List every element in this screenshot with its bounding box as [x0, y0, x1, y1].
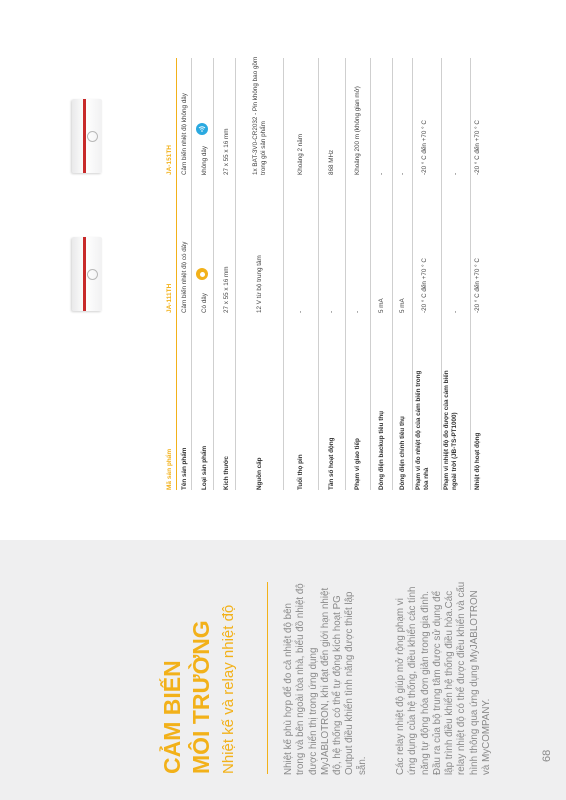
row-label-size: Kích thước — [223, 456, 230, 490]
table-row-divider — [283, 58, 284, 490]
product-code-wired: JA-111TH — [166, 283, 173, 313]
wired-frequency: - — [328, 310, 335, 313]
section-subtitle: Nhiệt kế và relay nhiệt độ — [220, 604, 237, 774]
wired-icon — [196, 268, 208, 280]
wireless-battery-life: Khoảng 2 năm — [297, 134, 304, 175]
row-label-main-current: Dòng điện chính tiêu thụ — [399, 416, 406, 490]
wireless-icon — [196, 123, 208, 135]
wireless-backup-current: - — [378, 172, 385, 175]
wired-size: 27 x 55 x 16 mm — [223, 266, 230, 313]
title-divider — [267, 582, 268, 774]
wired-operating-temp: -20 ° C đến +70 ° C — [474, 258, 481, 313]
wired-indoor-range: -20 ° C đến +70 ° C — [421, 258, 428, 313]
wireless-outdoor-range: - — [452, 172, 459, 175]
table-row-divider — [235, 58, 236, 490]
wireless-name: Cảm biến nhiệt độ không dây — [181, 93, 188, 175]
wireless-range: Khoảng 200 m (không gian mở) — [354, 86, 361, 175]
product-code-wireless: JA-151TH — [166, 145, 173, 175]
table-header-label: Mã sản phẩm — [166, 448, 173, 490]
row-label-power: Nguồn cấp — [256, 457, 263, 490]
intro-paragraph: Nhiệt kế phù hợp để đo cả nhiệt độ bên trong và bên ngoài tòa nhà, biểu đồ nhiệt độ được hiển thị trong ứng dụng MyJABLOTRON, khi đạt đến giới hạn nhiệt độ, hệ thống có thể tự động kích hoạt PG Output điều khiển tình năng được thiết lập sẵn. — [283, 583, 368, 775]
wireless-operating-temp: -20 ° C đến +70 ° C — [474, 120, 481, 175]
section-title-line2: MÔI TRƯỜNG — [188, 620, 214, 774]
table-row-divider — [392, 58, 393, 490]
table-row-divider — [470, 58, 471, 490]
table-header-divider — [176, 58, 177, 490]
product-red-stripe — [83, 237, 86, 311]
row-label-range: Phạm vi giao tiếp — [354, 438, 361, 490]
table-row-divider — [213, 58, 214, 490]
table-row-divider — [191, 58, 192, 490]
wireless-indoor-range: -20 ° C đến +70 ° C — [421, 120, 428, 175]
table-row-divider — [345, 58, 346, 490]
row-label-backup-current: Dòng điện backup tiêu thụ — [378, 410, 385, 490]
wired-outdoor-range: - — [452, 310, 459, 313]
table-row-divider — [318, 58, 319, 490]
wireless-type: không dây — [201, 145, 208, 175]
page-number: 68 — [541, 749, 553, 762]
table-row-divider — [370, 58, 371, 490]
wired-backup-current: 5 mA — [378, 298, 385, 313]
wireless-main-current: - — [399, 172, 406, 175]
row-label-frequency: Tần số hoạt động — [328, 437, 335, 490]
row-label-type: Loại sản phẩm — [201, 445, 208, 490]
wired-battery-life: - — [297, 310, 304, 313]
brand-logo-icon — [87, 131, 98, 142]
section-title-line1: CẢM BIẾN — [159, 660, 185, 774]
row-label-indoor-range: Phạm vi đo nhiệt độ của cảm biến trong tòa nhà — [415, 370, 430, 490]
product-image-wireless — [72, 99, 102, 173]
wired-range: - — [354, 310, 361, 313]
row-label-outdoor-range: Phạm vi nhiệt độ đo được của cảm biến ngoài trời (JB-TS-PT1000) — [443, 370, 458, 490]
wired-name: Cảm biến nhiệt độ có dây — [181, 241, 188, 313]
wired-power: 12 V từ bộ trung tâm — [256, 255, 263, 313]
wired-main-current: 5 mA — [399, 298, 406, 313]
table-row-divider — [412, 58, 413, 490]
brand-logo-icon — [87, 269, 98, 280]
wired-type: Có dây — [201, 293, 208, 313]
row-label-operating-temp: Nhiệt độ hoạt động — [474, 432, 481, 490]
row-label-name: Tên sản phẩm — [181, 447, 188, 490]
relay-paragraph: Các relay nhiệt độ giúp mở rộng phạm vi ứng dụng của hệ thống, điều khiển các tính năng tự động hóa đơn giản trong gia đình. Đầu ra của bộ trung tâm được sử dụng để lập trình điều khiển hệ thống điều hòa.Các relay nhiệt độ có thể được điều khiển và cấu hình thông qua ứng dụng MyJABLOTRON và MyCOMPANY. — [395, 581, 493, 775]
product-red-stripe — [83, 99, 86, 173]
wireless-power: 1x BAT-3V0-CR2032 - Pin không bao gồm trong gói sản phẩm — [252, 56, 267, 175]
row-label-battery-life: Tuổi thọ pin — [297, 454, 304, 490]
wireless-size: 27 x 55 x 16 mm — [223, 128, 230, 175]
table-row-divider — [441, 58, 442, 490]
wireless-frequency: 868 MHz — [328, 149, 335, 175]
product-image-wired — [72, 237, 102, 311]
